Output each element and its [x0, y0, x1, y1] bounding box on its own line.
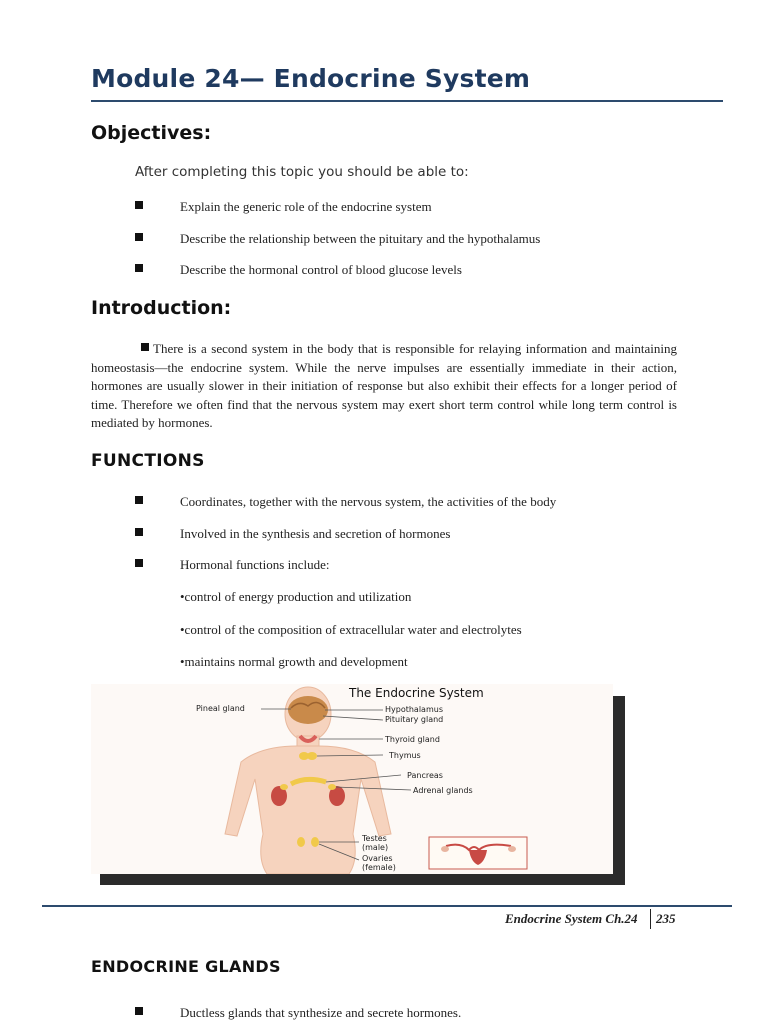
- bullet-square-icon: [135, 201, 143, 209]
- figure-label: (female): [362, 863, 396, 872]
- page-number: 235: [656, 911, 676, 926]
- objective-text: Describe the relationship between the pituitary and the hypothalamus: [180, 231, 541, 246]
- figure-label: Pancreas: [407, 771, 443, 780]
- introduction-heading: Introduction:: [91, 297, 232, 319]
- bullet-square-icon: [135, 496, 143, 504]
- endocrine-system-figure: [91, 684, 613, 874]
- figure-label: Thyroid gland: [385, 735, 440, 744]
- figure-label: Hypothalamus: [385, 705, 443, 714]
- function-text: Hormonal functions include:: [180, 557, 330, 572]
- page-title: Module 24— Endocrine System: [91, 64, 531, 93]
- objective-text: Describe the hormonal control of blood glucose levels: [180, 262, 462, 277]
- function-subitem: •maintains normal growth and development: [180, 654, 408, 669]
- bullet-square-icon: [135, 559, 143, 567]
- brain-icon: [288, 696, 328, 724]
- figure-label: Pituitary gland: [385, 715, 444, 724]
- gonad-icon: [297, 837, 305, 847]
- bullet-square-icon: [135, 233, 143, 241]
- function-subitem: •control of energy production and utilization: [180, 589, 412, 604]
- objectives-lead: After completing this topic you should be able to:: [135, 164, 469, 180]
- figure-label: Thymus: [389, 751, 421, 760]
- objectives-heading: Objectives:: [91, 122, 212, 144]
- function-text: Coordinates, together with the nervous system, the activities of the body: [180, 494, 557, 509]
- introduction-paragraph: [91, 340, 677, 433]
- endocrine-illustration: [91, 684, 613, 874]
- footer-chapter: Endocrine System Ch.24: [505, 911, 638, 926]
- objective-text: Explain the generic role of the endocrine system: [180, 199, 432, 214]
- footer-divider: [42, 905, 732, 907]
- bullet-square-icon: [141, 343, 149, 351]
- bullet-square-icon: [135, 528, 143, 536]
- bullet-square-icon: [135, 264, 143, 272]
- figure-label: (male): [362, 843, 389, 852]
- function-text: Involved in the synthesis and secretion of hormones: [180, 526, 451, 541]
- title-divider: [91, 100, 723, 102]
- figure-title: The Endocrine System: [349, 686, 484, 700]
- figure-label-pineal: Pineal gland: [196, 704, 245, 713]
- function-subitem: •control of the composition of extracellular water and electrolytes: [180, 622, 522, 637]
- figure-label: Testes: [362, 834, 387, 843]
- glands-text: Ductless glands that synthesize and secrete hormones.: [180, 1005, 462, 1020]
- functions-heading: FUNCTIONS: [91, 451, 205, 471]
- footer-separator: [650, 909, 651, 929]
- figure-label: Ovaries: [362, 854, 393, 863]
- introduction-text: There is a second system in the body that is responsible for relaying information and maintaining homeostasis—the endocrine system. While the nerve impulses are essentially immediate in their action, hormones are usually slower in their initiation of response but also exhibit their effects for a longer period of time. Therefore we often find that the nervous system may exert short term control while long term control is mediated by hormones.: [91, 341, 677, 430]
- endocrine-glands-heading: ENDOCRINE GLANDS: [91, 957, 281, 976]
- bullet-square-icon: [135, 1007, 143, 1015]
- figure-label: Adrenal glands: [413, 786, 473, 795]
